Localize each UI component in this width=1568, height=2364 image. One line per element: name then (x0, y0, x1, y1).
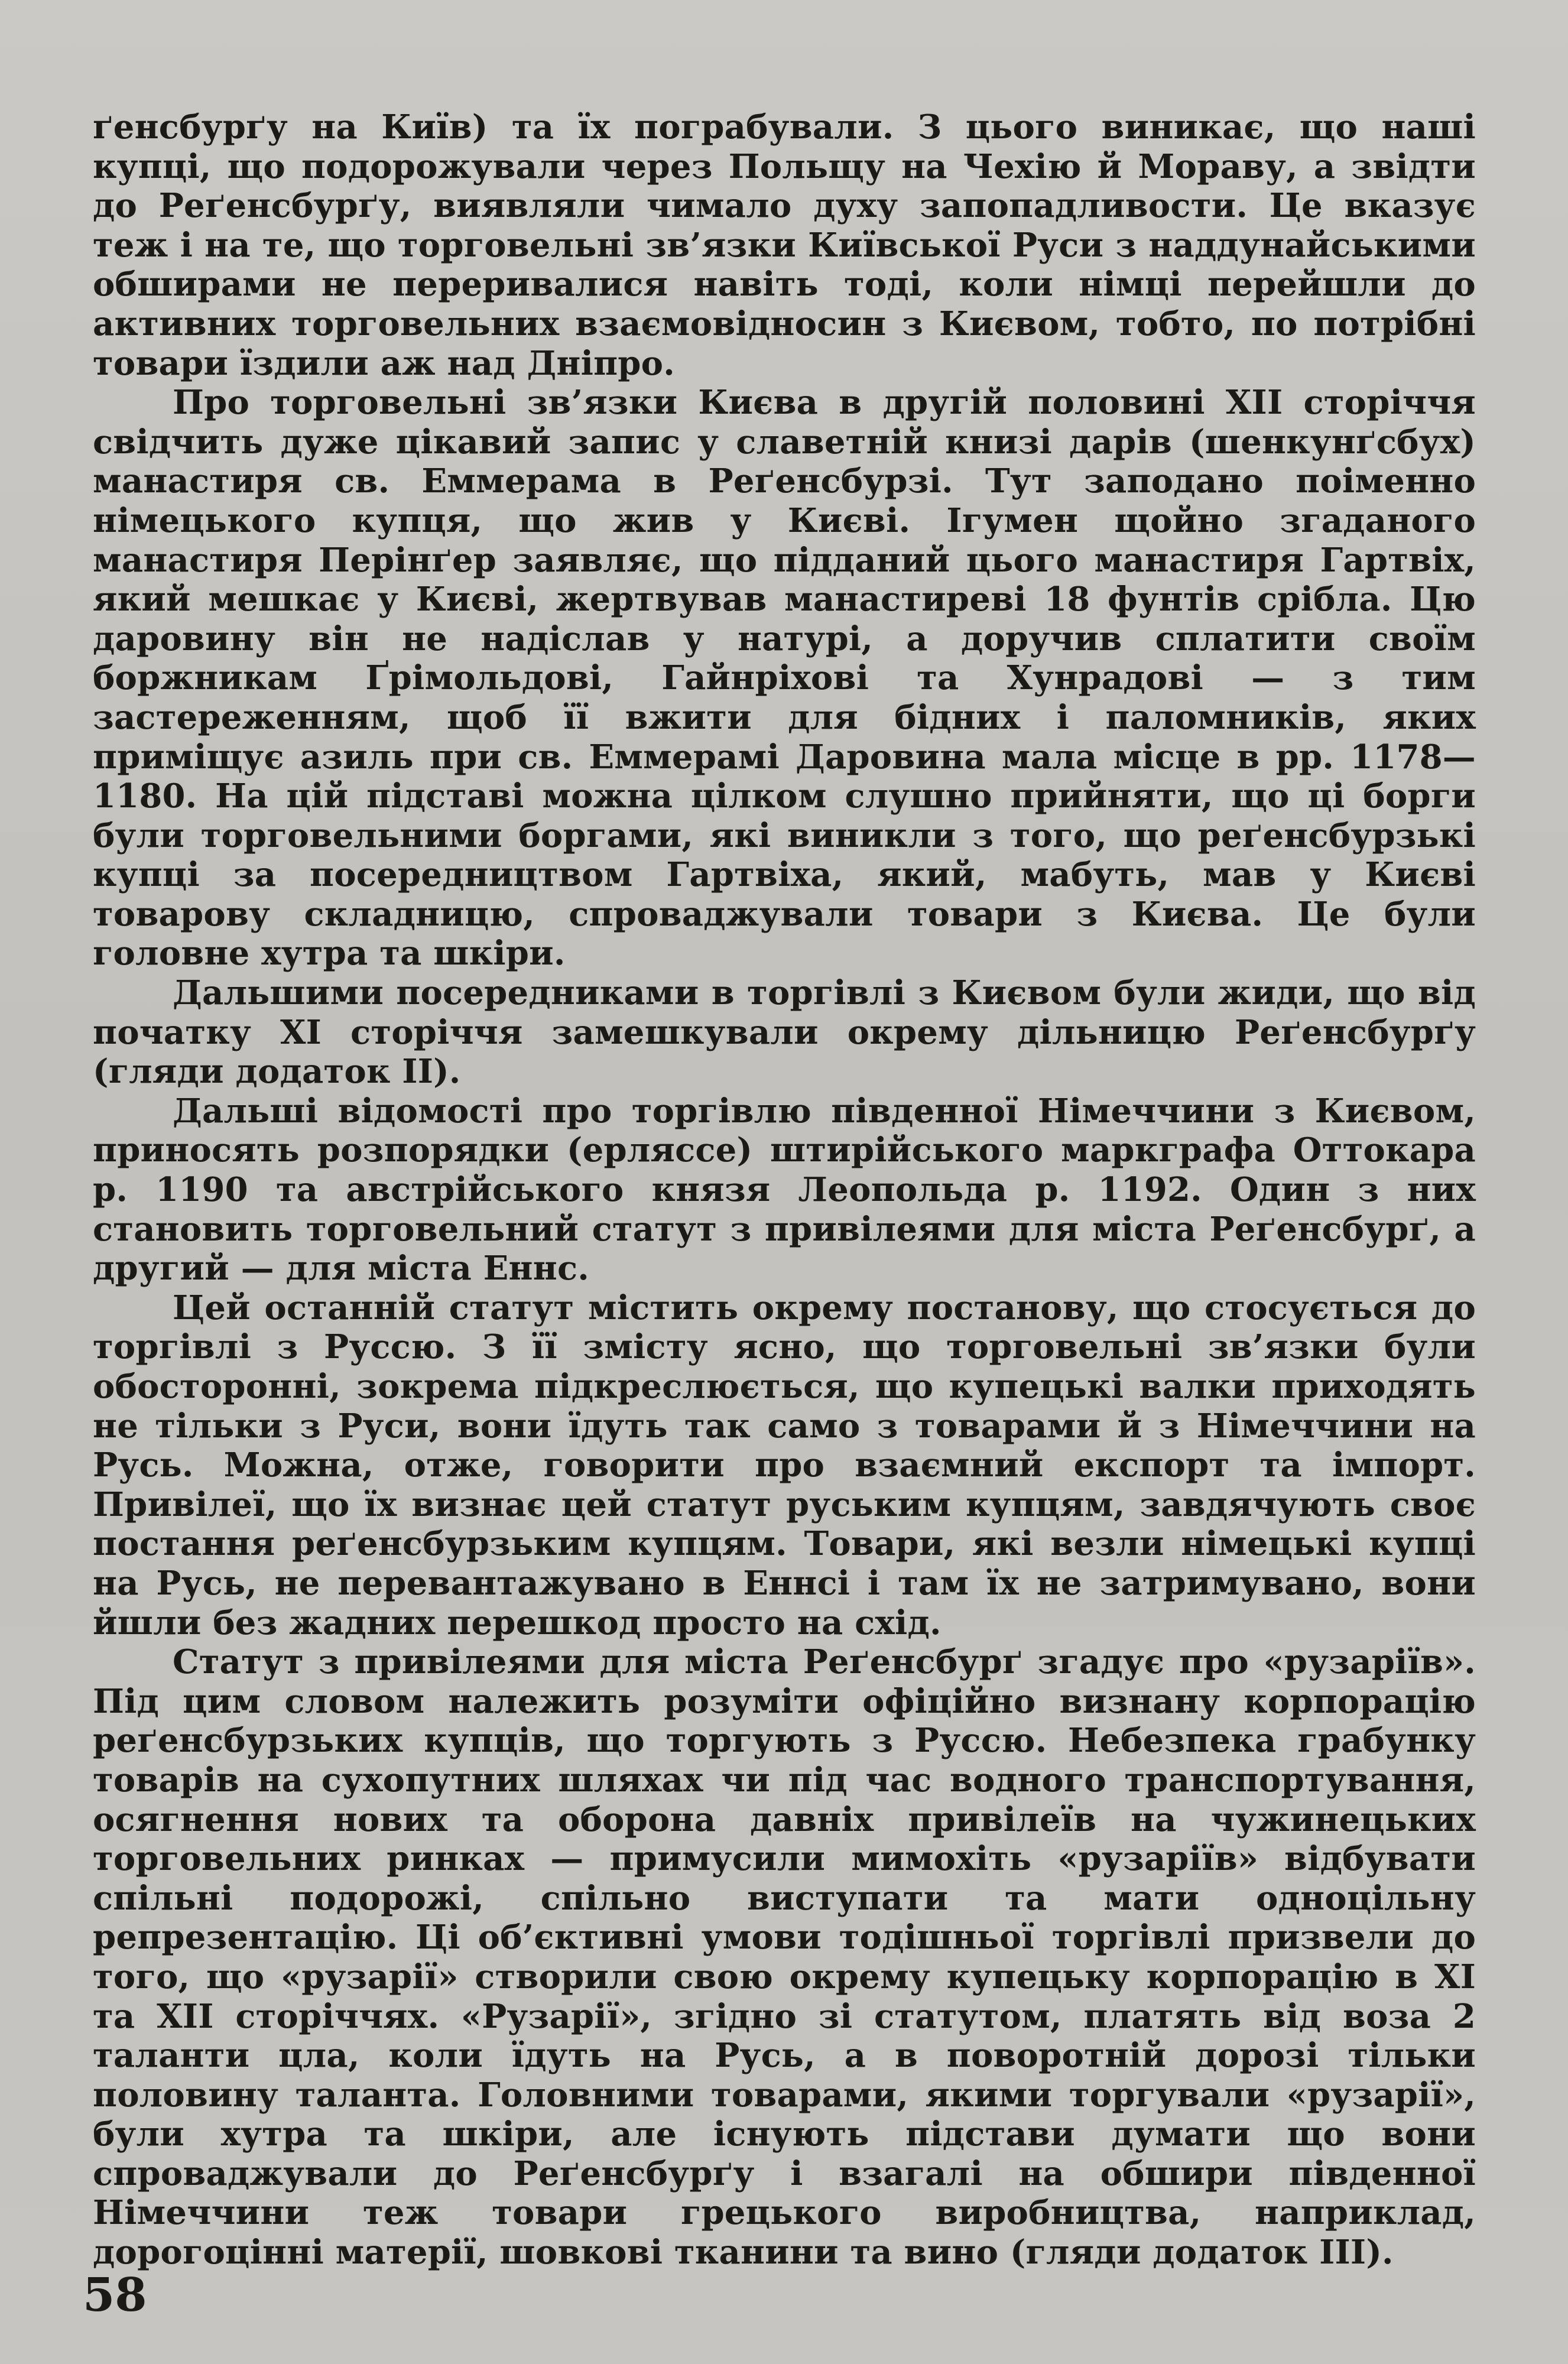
paragraph-5: Цей останній статут містить окрему постанову, що стосується до торгівлі з Руссю. З її змісту ясно, що торговельні зв’язки були обосторонні, зокрема підкреслюється, що купецькі валки приходять не тільки з Руси, вони їдуть так само з товарами й з Німеччини на Русь. Можна, отже, говорити про взаємний експорт та імпорт. Привілеї, що їх визнає цей статут руським купцям, завдячують своє постання реґенсбурзьким купцям. Товари, які везли німецькі купці на Русь, не перевантажувано в Еннсі і там їх не затримувано, вони йшли без жадних перешкод просто на схід. (93, 1288, 1476, 1642)
paragraph-4: Дальші відомості про торгівлю південної Німеччини з Києвом, приносять розпорядки (ерляссе) штирійського маркграфа Оттокара р. 1190 та австрійського князя Леопольда р. 1192. Один з них становить торговельний статут з привілеями для міста Реґенсбурґ, а другий — для міста Еннс. (93, 1091, 1476, 1288)
paragraph-3: Дальшими посередниками в торгівлі з Києвом були жиди, що від початку XI сторіччя замешкували окрему дільницю Реґенсбурґу (гляди додаток II). (93, 973, 1476, 1092)
page-number: 58 (83, 2268, 147, 2322)
paragraph-1: ґенсбурґу на Київ) та їх пограбували. З цього виникає, що наші купці, що подорожували через Польщу на Чехію й Мораву, а звідти до Реґенсбурґу, виявляли чимало духу запопадливости. Це вказує теж і на те, що торговельні зв’язки Київської Руси з наддунайськими обширами не переривалися навіть тоді, коли німці перейшли до активних торговельних взаємовідносин з Києвом, тобто, по потрібні товари їздили аж над Дніпро. (93, 108, 1476, 383)
paragraph-6: Статут з привілеями для міста Реґенсбурґ згадує про «рузаріїв». Під цим словом належить розуміти офіційно визнану корпорацію реґенсбурзьких купців, що торгують з Руссю. Небезпека грабунку товарів на сухопутних шляхах чи під час водного транспортування, осягнення нових та оборона давніх привілеїв на чужинецьких торговельних ринках — примусили мимохіть «рузаріїв» відбувати спільні подорожі, спільно виступати та мати одноцільну репрезентацію. Ці об’єктивні умови тодішньої торгівлі призвели до того, що «рузарії» створили свою окрему купецьку корпорацію в XI та XII сторіччях. «Рузарії», згідно зі статутом, платять від воза 2 таланти цла, коли їдуть на Русь, а в поворотній дорозі тільки половину таланта. Головними товарами, якими торгували «рузарії», були хутра та шкіри, але існують підстави думати що вони спроваджували до Реґенсбурґу і взагалі на обшири південної Німеччини теж товари грецького виробництва, наприклад, дорогоцінні матерії, шовкові тканини та вино (гляди додаток III). (93, 1642, 1476, 2272)
body-text (93, 108, 1476, 2272)
paragraph-2: Про торговельні зв’язки Києва в другій половині XII сторіччя свідчить дуже цікавий запис у славетній книзі дарів (шенкунґсбух) манастиря св. Еммерама в Реґенсбурзі. Тут заподано поіменно німецького купця, що жив у Києві. Ігумен щойно згаданого манастиря Перінґер заявляє, що підданий цього манастиря Гартвіх, який мешкає у Києві, жертвував манастиреві 18 фунтів срібла. Цю даровину він не надіслав у натурі, а доручив сплатити своїм боржникам Ґрімольдові, Гайнріхові та Хунрадові — з тим застереженням, щоб її вжити для бідних і паломників, яких приміщує азиль при св. Еммерамі Даровина мала місце в рр. 1178—1180. На цій підставі можна цілком слушно прийняти, що ці борги були торговельними боргами, які виникли з того, що реґенсбурзькі купці за посередництвом Гартвіха, який, мабуть, мав у Києві товарову складницю, спроваджували товари з Києва. Це були головне хутра та шкіри. (93, 383, 1476, 973)
